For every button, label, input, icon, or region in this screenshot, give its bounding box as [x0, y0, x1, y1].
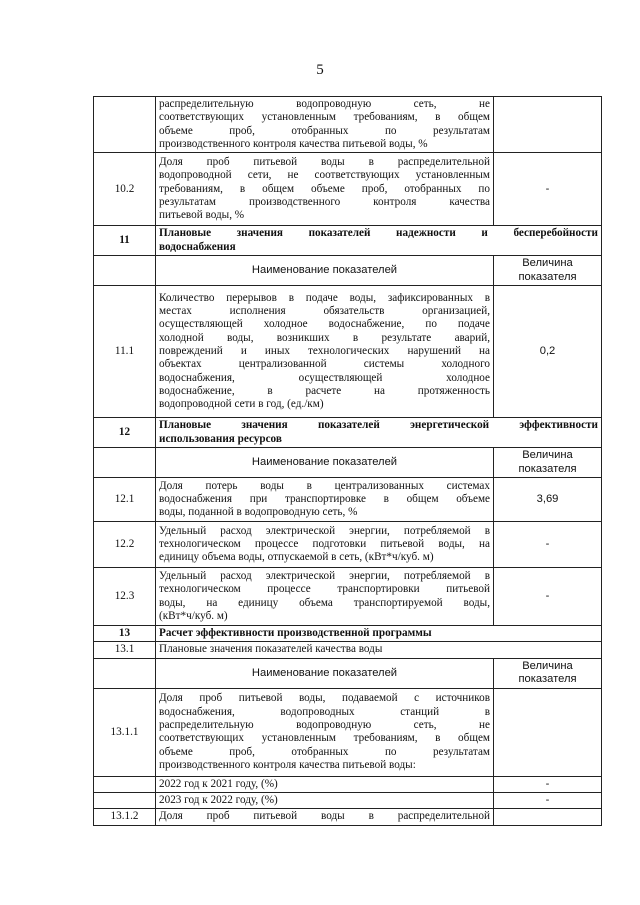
- indicator-value: -: [494, 793, 602, 809]
- indicators-table: [93, 96, 602, 826]
- table-row: [94, 809, 602, 825]
- table-row: [94, 97, 602, 153]
- table-row: [94, 688, 602, 776]
- row-number: [94, 97, 156, 153]
- table-row: [94, 478, 602, 522]
- row-number: 12.1: [94, 478, 156, 522]
- row-number: 12.3: [94, 568, 156, 626]
- row-number: [94, 776, 156, 792]
- column-header-value: Величина показателя: [494, 448, 602, 478]
- indicator-value: [494, 97, 602, 153]
- row-number: 11.1: [94, 286, 156, 418]
- row-number: 13.1: [94, 642, 156, 658]
- header-empty-cell: [94, 448, 156, 478]
- page-number: 5: [316, 62, 324, 78]
- table-row: [94, 153, 602, 226]
- indicator-value: 0,2: [494, 286, 602, 418]
- section-title: Расчет эффективности производственной программы: [156, 626, 602, 642]
- indicator-text: Доля проб питьевой воды в распределительной водопроводной сети, не соответствующих установленным требованиям, в общем объеме проб, отобранных по результатам производственного контроля качества питьевой воды, %: [156, 153, 494, 226]
- subsection-title: Плановые значения показателей качества воды: [156, 642, 602, 658]
- header-empty-cell: [94, 658, 156, 688]
- section-number: 11: [94, 226, 156, 256]
- section-row: [94, 418, 602, 448]
- period-label: 2022 год к 2021 году, (%): [156, 776, 494, 792]
- section-title: Плановые значения показателей надежности и бесперебойности водоснабжения: [156, 226, 602, 256]
- indicator-text: Удельный расход электрической энергии, потребляемой в технологическом процессе транспортировки питьевой воды, на единицу объема транспортируемой воды, (кВт*ч/куб. м): [156, 568, 494, 626]
- indicator-value: -: [494, 776, 602, 792]
- row-number: 13.1.1: [94, 688, 156, 776]
- indicator-value: 3,69: [494, 478, 602, 522]
- period-label: 2023 год к 2022 году, (%): [156, 793, 494, 809]
- table-row: [94, 776, 602, 792]
- section-number: 12: [94, 418, 156, 448]
- column-header-name: Наименование показателей: [156, 256, 494, 286]
- indicator-value: -: [494, 153, 602, 226]
- section-number: 13: [94, 626, 156, 642]
- column-header-value: Величина показателя: [494, 256, 602, 286]
- indicator-value: -: [494, 568, 602, 626]
- row-number: 13.1.2: [94, 809, 156, 825]
- section-title: Плановые значения показателей энергетической эффективности использования ресурсов: [156, 418, 602, 448]
- table-row: [94, 568, 602, 626]
- indicator-text: Количество перерывов в подаче воды, зафиксированных в местах исполнения обязательств организацией, осуществляющей холодное водоснабжение, по подаче холодной воды, возникших в результате аварий, повреждений и иных технологических нарушений на объектах централизованной системы холодного водоснабжения, осуществляющей холодное водоснабжение, в расчете на протяженность водопроводной сети в год, (ед./км): [156, 286, 494, 418]
- column-header-name: Наименование показателей: [156, 658, 494, 688]
- table-row: [94, 522, 602, 568]
- row-number: [94, 793, 156, 809]
- indicator-text: Доля потерь воды в централизованных системах водоснабжения при транспортировке в общем объеме воды, поданной в водопроводную сеть, %: [156, 478, 494, 522]
- indicator-text: Доля проб питьевой воды, подаваемой с источников водоснабжения, водопроводных станций в распределительную водопроводную сеть, не соответствующих установленным требованиям, в общем объеме проб, отобранных по результатам производственного контроля качества питьевой воды:: [156, 688, 494, 776]
- row-number: 10.2: [94, 153, 156, 226]
- column-header-name: Наименование показателей: [156, 448, 494, 478]
- header-row: [94, 256, 602, 286]
- header-row: [94, 658, 602, 688]
- indicator-text: Доля проб питьевой воды в распределительной: [156, 809, 494, 825]
- indicator-value: [494, 688, 602, 776]
- header-row: [94, 448, 602, 478]
- table-row: [94, 286, 602, 418]
- header-empty-cell: [94, 256, 156, 286]
- section-row: [94, 626, 602, 642]
- row-number: 12.2: [94, 522, 156, 568]
- section-row: [94, 226, 602, 256]
- table-row: [94, 642, 602, 658]
- table-row: [94, 793, 602, 809]
- column-header-value: Величина показателя: [494, 658, 602, 688]
- indicator-text: распределительную водопроводную сеть, не соответствующих установленным требованиям, в общем объеме проб, отобранных по результатам производственного контроля качества питьевой воды, %: [156, 97, 494, 153]
- indicator-value: [494, 809, 602, 825]
- indicator-text: Удельный расход электрической энергии, потребляемой в технологическом процессе подготовки питьевой воды, на единицу объема воды, отпускаемой в сеть, (кВт*ч/куб. м): [156, 522, 494, 568]
- indicator-value: -: [494, 522, 602, 568]
